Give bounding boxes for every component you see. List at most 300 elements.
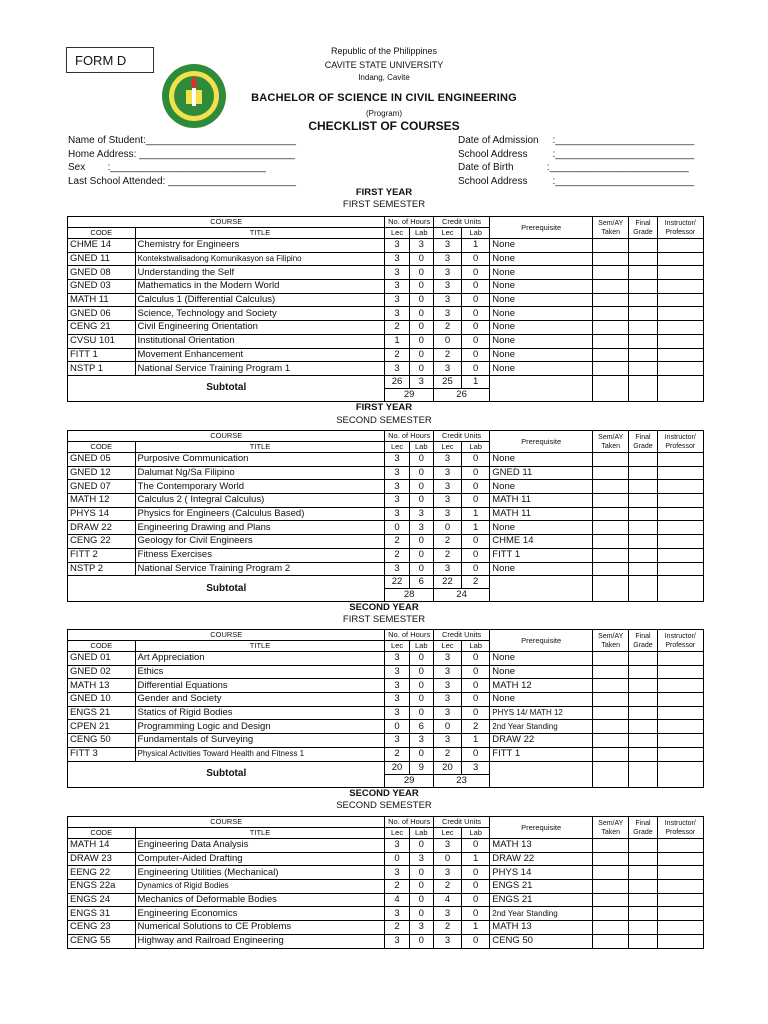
subtotal-value: 9 [409,761,433,774]
units-lab: 0 [462,747,490,761]
instructor-cell[interactable] [657,880,703,894]
hours-lec: 3 [385,307,409,321]
final-grade-cell[interactable] [629,280,657,294]
prerequisite: PHYS 14 [490,866,593,880]
final-grade-cell[interactable] [629,480,657,494]
subtotal-blank [490,576,593,602]
hours-lab: 0 [409,480,433,494]
prerequisite: None [490,293,593,307]
table-row [68,652,704,666]
final-grade-cell[interactable] [629,934,657,948]
hours-lec: 3 [385,507,409,521]
hours-lab: 0 [409,907,433,921]
instructor-cell[interactable] [657,693,703,707]
table-row [68,880,704,894]
sem-taken-cell[interactable] [593,548,629,562]
instructor-cell[interactable] [657,652,703,666]
final-grade-cell[interactable] [629,453,657,467]
course-title: Physics for Engineers (Calculus Based) [135,507,385,521]
hours-lec: 2 [385,880,409,894]
sem-taken-cell[interactable] [593,665,629,679]
units-lec: 3 [433,507,461,521]
units-lab: 0 [462,866,490,880]
subtotal-blank [593,576,629,602]
sem-taken-cell[interactable] [593,307,629,321]
total-units: 26 [433,388,489,401]
sem-taken-cell[interactable] [593,494,629,508]
units-lec: 3 [433,907,461,921]
course-title: Calculus 1 (Differential Calculus) [135,293,385,307]
units-lec: 0 [433,720,461,734]
units-lec: 0 [433,852,461,866]
hours-lab: 3 [409,734,433,748]
final-grade-cell[interactable] [629,747,657,761]
table-row [68,321,704,335]
home-address-field[interactable]: Home Address: ____________________________ [68,148,295,160]
prerequisite: MATH 13 [490,921,593,935]
hours-header: No. of Hours [385,630,433,641]
final-grade-cell[interactable] [629,679,657,693]
course-title: Calculus 2 ( Integral Calculus) [135,494,385,508]
units-lab: 0 [462,934,490,948]
hours-lab: 0 [409,293,433,307]
table-row [68,665,704,679]
subtotal-value: 20 [433,761,461,774]
hours-lab: 0 [409,252,433,266]
units-header: Credit Units [433,431,489,442]
subtotal-blank [593,375,629,401]
hours-lec: 2 [385,348,409,362]
course-title: The Contemporary World [135,480,385,494]
instructor-cell[interactable] [657,907,703,921]
instructor-cell[interactable] [657,466,703,480]
units-lab: 0 [462,293,490,307]
units-lec: 3 [433,307,461,321]
hours-lec: 3 [385,866,409,880]
course-code: CENG 55 [68,934,136,948]
units-lab: 0 [462,280,490,294]
sem-taken-cell[interactable] [593,893,629,907]
units-lab: 1 [462,921,490,935]
sem-taken-cell[interactable] [593,907,629,921]
instructor-cell[interactable] [657,521,703,535]
hours-header: No. of Hours [385,217,433,228]
course-code: CENG 22 [68,535,136,549]
subtotal-blank [657,375,703,401]
course-title: Understanding the Self [135,266,385,280]
units-lab: 0 [462,880,490,894]
sem-taken-cell[interactable] [593,362,629,376]
hours-lab: 3 [409,852,433,866]
table-row [68,280,704,294]
sem-taken-cell[interactable] [593,921,629,935]
instructor-cell[interactable] [657,239,703,253]
course-title: Mathematics in the Modern World [135,280,385,294]
final-grade-cell[interactable] [629,239,657,253]
subtotal-value: 22 [433,576,461,589]
table-row [68,453,704,467]
instructor-cell[interactable] [657,293,703,307]
units-lab-header: Lab [462,228,490,239]
prerequisite: None [490,562,593,576]
hours-lab: 0 [409,280,433,294]
units-lab: 0 [462,535,490,549]
hours-lec: 3 [385,239,409,253]
hours-lab: 0 [409,348,433,362]
hours-lab: 0 [409,693,433,707]
table-row [68,747,704,761]
course-table [67,430,704,602]
hours-lab: 0 [409,535,433,549]
total-units: 23 [433,774,489,787]
course-title: Purposive Communication [135,453,385,467]
sem-taken-cell[interactable] [593,252,629,266]
school-address-field[interactable]: School Address :_________________________ [458,148,695,160]
final-grade-cell[interactable] [629,562,657,576]
sem-taken-cell[interactable] [593,334,629,348]
sem-taken-cell[interactable] [593,466,629,480]
instructor-cell[interactable] [657,921,703,935]
instructor-cell[interactable] [657,494,703,508]
prerequisite: None [490,252,593,266]
subtotal-value: 2 [462,576,490,589]
course-table [67,816,704,949]
units-lab: 0 [462,307,490,321]
semester-heading: SECOND SEMESTER [336,415,432,426]
subtotal-value: 25 [433,375,461,388]
course-title: Highway and Railroad Engineering [135,934,385,948]
sem-taken-cell[interactable] [593,934,629,948]
table-row [68,921,704,935]
hours-lec: 3 [385,293,409,307]
final-grade-cell[interactable] [629,907,657,921]
sem-taken-cell[interactable] [593,866,629,880]
units-lab: 0 [462,693,490,707]
hours-lab: 0 [409,866,433,880]
final-grade-cell[interactable] [629,734,657,748]
prerequisite: DRAW 22 [490,852,593,866]
units-lec: 3 [433,480,461,494]
sem-taken-cell[interactable] [593,880,629,894]
prerequisite: 2nd Year Standing [490,720,593,734]
hours-lab: 3 [409,507,433,521]
table-row [68,679,704,693]
hours-lab: 0 [409,880,433,894]
prereq-header: Prerequisite [490,431,593,453]
hours-lec: 3 [385,839,409,853]
units-lec: 3 [433,706,461,720]
student-info-right [458,134,694,188]
units-lec: 4 [433,893,461,907]
hours-lab: 0 [409,494,433,508]
final-grade-header: Final Grade [629,431,657,453]
hours-lec: 3 [385,706,409,720]
hours-lec: 3 [385,934,409,948]
prerequisite: None [490,480,593,494]
instructor-cell[interactable] [657,453,703,467]
prerequisite: None [490,521,593,535]
sem-taken-cell[interactable] [593,321,629,335]
sem-taken-cell[interactable] [593,562,629,576]
course-title: Computer-Aided Drafting [135,852,385,866]
course-title: Physical Activities Toward Health and Fitness 1 [135,747,385,761]
instructor-cell[interactable] [657,535,703,549]
course-table [67,216,704,402]
table-row [68,852,704,866]
final-grade-cell[interactable] [629,693,657,707]
page-title: CHECKLIST OF COURSES [308,119,460,133]
prerequisite: None [490,307,593,321]
instructor-header: Instructor/ Professor [657,817,703,839]
final-grade-cell[interactable] [629,521,657,535]
units-lab: 0 [462,453,490,467]
course-title: Dynamics of Rigid Bodies [135,880,385,894]
sem-taken-cell[interactable] [593,747,629,761]
sem-taken-cell[interactable] [593,293,629,307]
course-code: MATH 11 [68,293,136,307]
hours-lab: 0 [409,934,433,948]
sem-taken-cell[interactable] [593,348,629,362]
units-lec-header: Lec [433,828,461,839]
table-row [68,907,704,921]
course-code: ENGS 22a [68,880,136,894]
units-lec: 3 [433,839,461,853]
course-code: DRAW 22 [68,521,136,535]
instructor-cell[interactable] [657,562,703,576]
hours-lec: 0 [385,720,409,734]
final-grade-cell[interactable] [629,535,657,549]
code-header: CODE [68,228,136,239]
last-school-field[interactable]: Last School Attended: _______________________ [68,175,296,187]
units-lec: 3 [433,934,461,948]
final-grade-cell[interactable] [629,852,657,866]
subtotal-value: 6 [409,576,433,589]
instructor-cell[interactable] [657,934,703,948]
hours-lec: 3 [385,665,409,679]
sem-taken-cell[interactable] [593,693,629,707]
final-grade-cell[interactable] [629,362,657,376]
course-title: Art Appreciation [135,652,385,666]
final-grade-cell[interactable] [629,548,657,562]
instructor-cell[interactable] [657,852,703,866]
table-row [68,334,704,348]
sem-taken-cell[interactable] [593,839,629,853]
hours-lab: 0 [409,466,433,480]
instructor-cell[interactable] [657,252,703,266]
prereq-header: Prerequisite [490,217,593,239]
instructor-cell[interactable] [657,480,703,494]
prerequisite: CENG 50 [490,934,593,948]
subtotal-value: 20 [385,761,409,774]
table-row [68,480,704,494]
hours-lab: 0 [409,679,433,693]
sex-field[interactable]: Sex :____________________________ [68,162,266,173]
table-row [68,535,704,549]
course-code: DRAW 23 [68,852,136,866]
course-header: COURSE [68,217,385,228]
final-grade-cell[interactable] [629,866,657,880]
final-grade-cell[interactable] [629,348,657,362]
course-code: EENG 22 [68,866,136,880]
instructor-cell[interactable] [657,348,703,362]
republic-line: Republic of the Philippines [330,46,438,56]
course-title: Programming Logic and Design [135,720,385,734]
sem-taken-cell[interactable] [593,734,629,748]
course-code: CENG 23 [68,921,136,935]
sem-taken-cell[interactable] [593,453,629,467]
course-code: FITT 2 [68,548,136,562]
final-grade-cell[interactable] [629,507,657,521]
course-code: CHME 14 [68,239,136,253]
units-lec: 3 [433,252,461,266]
form-label: FORM D [66,47,154,73]
units-lec: 2 [433,921,461,935]
code-header: CODE [68,442,136,453]
units-lab: 1 [462,521,490,535]
course-title: National Service Training Program 1 [135,362,385,376]
sem-taken-cell[interactable] [593,679,629,693]
prerequisite: None [490,266,593,280]
units-lec: 0 [433,334,461,348]
sem-taken-cell[interactable] [593,652,629,666]
instructor-cell[interactable] [657,720,703,734]
prerequisite: MATH 12 [490,679,593,693]
student-name-field[interactable]: Name of Student:___________________________ [68,135,296,146]
final-grade-cell[interactable] [629,880,657,894]
table-row [68,494,704,508]
instructor-cell[interactable] [657,307,703,321]
course-code: MATH 12 [68,494,136,508]
hours-lab: 6 [409,720,433,734]
sem-taken-cell[interactable] [593,239,629,253]
course-code: FITT 3 [68,747,136,761]
instructor-cell[interactable] [657,362,703,376]
instructor-cell[interactable] [657,280,703,294]
instructor-cell[interactable] [657,334,703,348]
hours-lab: 0 [409,266,433,280]
units-lec: 3 [433,239,461,253]
final-grade-cell[interactable] [629,266,657,280]
school-address-field-2[interactable]: School Address :_________________________ [458,175,695,187]
hours-lec: 3 [385,562,409,576]
hours-lab-header: Lab [409,828,433,839]
units-lab-header: Lab [462,828,490,839]
course-table [67,629,704,788]
title-header: TITLE [135,228,385,239]
hours-lab: 0 [409,665,433,679]
course-code: CPEN 21 [68,720,136,734]
units-lec-header: Lec [433,442,461,453]
instructor-cell[interactable] [657,679,703,693]
sem-taken-cell[interactable] [593,706,629,720]
instructor-cell[interactable] [657,548,703,562]
instructor-cell[interactable] [657,893,703,907]
course-code: GNED 07 [68,480,136,494]
sem-taken-cell[interactable] [593,521,629,535]
final-grade-cell[interactable] [629,293,657,307]
instructor-cell[interactable] [657,266,703,280]
units-lab-header: Lab [462,641,490,652]
hours-lec: 0 [385,852,409,866]
hours-lab: 0 [409,334,433,348]
total-hours: 28 [385,589,433,602]
semester-heading: FIRST SEMESTER [342,199,426,210]
table-row [68,507,704,521]
units-lec: 3 [433,362,461,376]
table-row [68,720,704,734]
date-of-admission-field[interactable]: Date of Admission :_________________________ [458,135,695,146]
hours-lec: 2 [385,535,409,549]
hours-lec: 3 [385,453,409,467]
subtotal-row [68,576,704,589]
prerequisite: ENGS 21 [490,893,593,907]
year-heading: FIRST YEAR [355,402,413,413]
code-header: CODE [68,828,136,839]
sem-taken-cell[interactable] [593,266,629,280]
sem-taken-cell[interactable] [593,480,629,494]
instructor-cell[interactable] [657,321,703,335]
sem-taken-cell[interactable] [593,535,629,549]
university-location: Indang, Cavite [358,73,410,82]
final-grade-cell[interactable] [629,652,657,666]
units-lec: 0 [433,521,461,535]
final-grade-cell[interactable] [629,252,657,266]
total-units: 24 [433,589,489,602]
course-code: FITT 1 [68,348,136,362]
final-grade-cell[interactable] [629,921,657,935]
table-header-row [68,630,704,641]
sem-taken-cell[interactable] [593,720,629,734]
final-grade-cell[interactable] [629,665,657,679]
prerequisite: DRAW 22 [490,734,593,748]
sem-taken-cell[interactable] [593,852,629,866]
course-title: Numerical Solutions to CE Problems [135,921,385,935]
final-grade-cell[interactable] [629,839,657,853]
final-grade-cell[interactable] [629,307,657,321]
course-title: Institutional Orientation [135,334,385,348]
instructor-cell[interactable] [657,706,703,720]
final-grade-cell[interactable] [629,321,657,335]
final-grade-cell[interactable] [629,706,657,720]
final-grade-cell[interactable] [629,893,657,907]
course-header: COURSE [68,431,385,442]
prerequisite: None [490,693,593,707]
sem-taken-header: Sem/AY Taken [593,217,629,239]
instructor-cell[interactable] [657,839,703,853]
prerequisite: None [490,453,593,467]
final-grade-cell[interactable] [629,494,657,508]
course-code: MATH 14 [68,839,136,853]
prerequisite: FITT 1 [490,548,593,562]
sem-taken-cell[interactable] [593,507,629,521]
units-lab: 0 [462,494,490,508]
instructor-cell[interactable] [657,734,703,748]
final-grade-cell[interactable] [629,720,657,734]
instructor-cell[interactable] [657,507,703,521]
course-code: ENGS 31 [68,907,136,921]
final-grade-cell[interactable] [629,466,657,480]
sem-taken-cell[interactable] [593,280,629,294]
instructor-cell[interactable] [657,747,703,761]
units-lec: 3 [433,693,461,707]
units-lec: 3 [433,453,461,467]
course-code: NSTP 1 [68,362,136,376]
instructor-cell[interactable] [657,665,703,679]
instructor-cell[interactable] [657,866,703,880]
final-grade-cell[interactable] [629,334,657,348]
instructor-header: Instructor/ Professor [657,431,703,453]
date-of-birth-field[interactable]: Date of Birth :_________________________ [458,162,689,173]
